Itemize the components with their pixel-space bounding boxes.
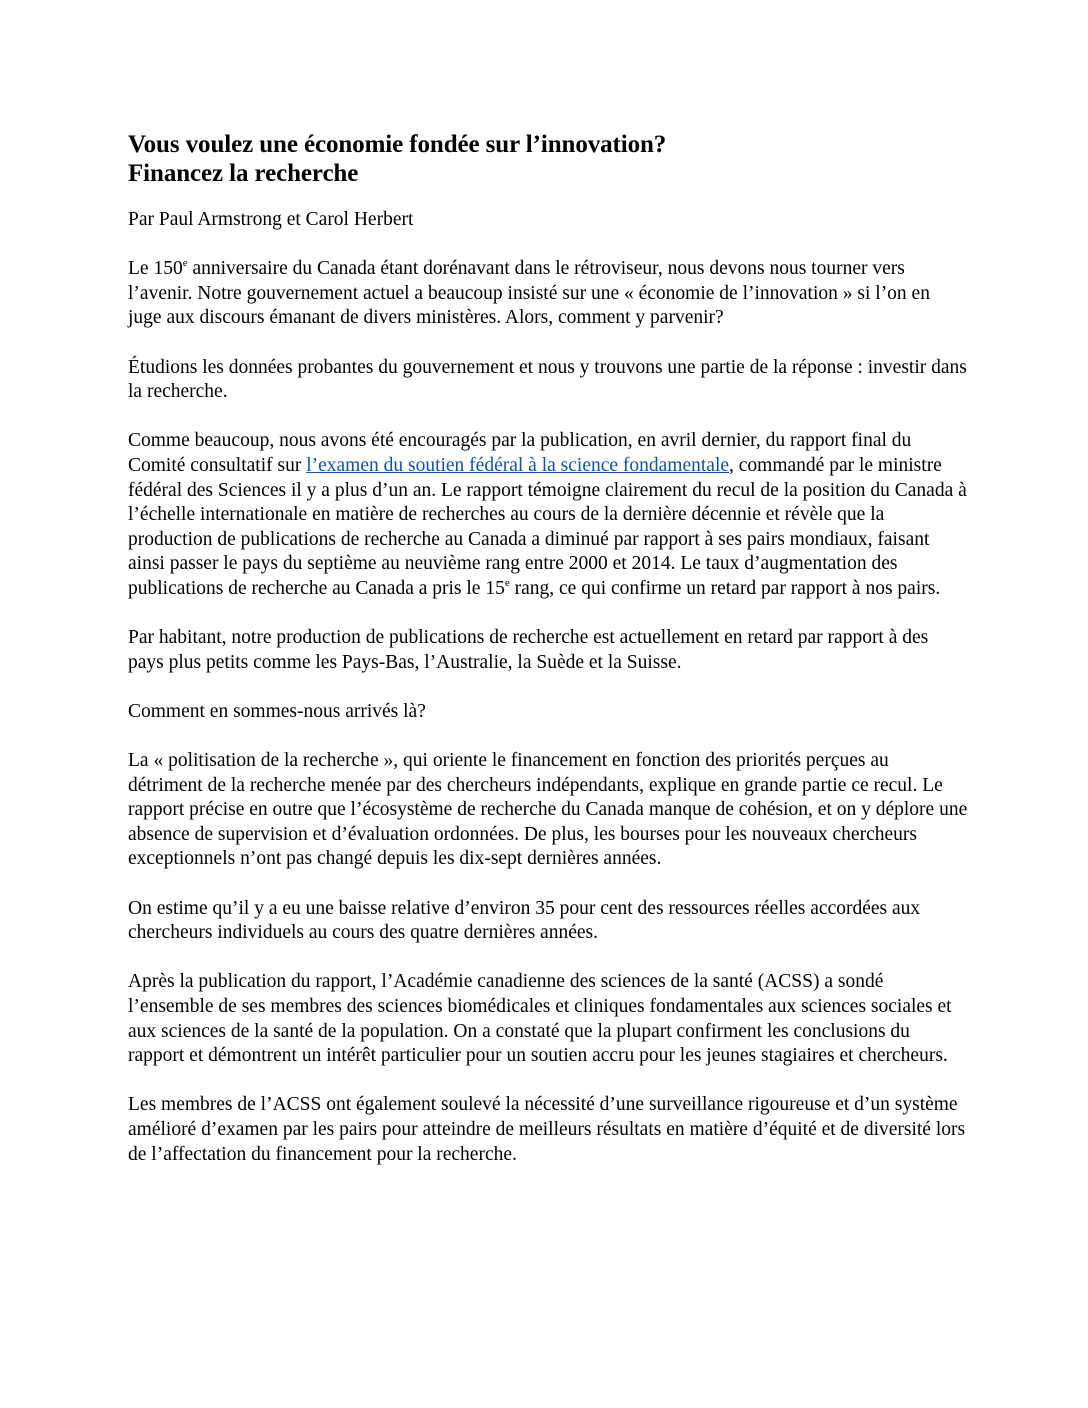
report-link[interactable]: l’examen du soutien fédéral à la science fondamentale (306, 454, 730, 476)
paragraph-4: Par habitant, notre production de publications de recherche est actuellement en retard par rapport à des pays plus petits comme les Pays-Bas, l’Australie, la Suède et la Suisse. (128, 627, 929, 673)
paragraph-3-middle: , commandé par le ministre fédéral des Sciences il y a plus d’un an. Le rapport témoigne clairement du recul de la position du Canada à l’échelle internationale en matière de recherches au cours de la dernière décennie et révèle que la production de publications de recherche au Canada a diminué par rapport à ses pairs mondiaux, faisant ainsi passer le pays du septième au neuvième rang entre 2000 et 2014. Le taux d’augmentation des publications de recherche au Canada a pris le 15 (128, 454, 967, 599)
paragraph-5: Comment en sommes-nous arrivés là? (128, 700, 426, 722)
paragraph-6: La « politisation de la recherche », qui oriente le financement en fonction des priorités perçues au détriment de la recherche menée par des chercheurs indépendants, explique en grande partie ce recul. Le rapport précise en outre que l’écosystème de recherche du Canada manque de cohésion, et on y déplore une absence de supervision et d’évaluation ordonnées. De plus, les bourses pour les nouveaux chercheurs exceptionnels n’ont pas changé depuis les dix-sept dernières années. (128, 750, 968, 870)
paragraph-3-end: rang, ce qui confirme un retard par rapport à nos pairs. (509, 577, 941, 599)
paragraph-8: Après la publication du rapport, l’Académie canadienne des sciences de la santé (ACSS) a sondé l’ensemble de ses membres des sciences biomédicales et cliniques fondamentales aux sciences sociales et aux sciences de la santé de la population. On a constaté que la plupart confirment les conclusions du rapport et démontrent un intérêt particulier pour un soutien accru pour les jeunes stagiaires et chercheurs. (128, 971, 952, 1067)
article-title (128, 130, 968, 188)
paragraph-1 (128, 257, 968, 331)
paragraph-9: Les membres de l’ACSS ont également soulevé la nécessité d’une surveillance rigoureuse et d’un système amélioré d’examen par les pairs pour atteindre de meilleurs résultats en matière d’équité et de diversité lors de l’affectation du financement pour la recherche. (128, 1094, 966, 1165)
ordinal-superscript: e (504, 576, 510, 589)
byline: Par Paul Armstrong et Carol Herbert (128, 209, 414, 230)
paragraph-1-start: Le 150 (128, 258, 183, 280)
paragraph-3 (128, 429, 968, 601)
title-line-2: Financez la recherche (128, 160, 359, 187)
paragraph-7: On estime qu’il y a eu une baisse relative d’environ 35 pour cent des ressources réelles accordées aux chercheurs individuels au cours des quatre dernières années. (128, 897, 921, 944)
title-line-1: Vous voulez une économie fondée sur l’innovation? (128, 131, 667, 158)
ordinal-superscript: e (182, 257, 188, 270)
paragraph-1-rest: anniversaire du Canada étant dorénavant dans le rétroviseur, nous devons nous tourner vers l’avenir. Notre gouvernement actuel a beaucoup insisté sur une « économie de l’innovation » si l’on en juge aux discours émanant de divers ministères. Alors, comment y parvenir? (128, 258, 930, 329)
paragraph-2: Étudions les données probantes du gouvernement et nous y trouvons une partie de la réponse : investir dans la recherche. (128, 356, 967, 403)
paragraph-3-start: Comme beaucoup, nous avons été encouragés par la publication, en avril dernier, du rapport final du Comité consultatif sur (128, 430, 912, 476)
document-page (128, 130, 968, 1167)
